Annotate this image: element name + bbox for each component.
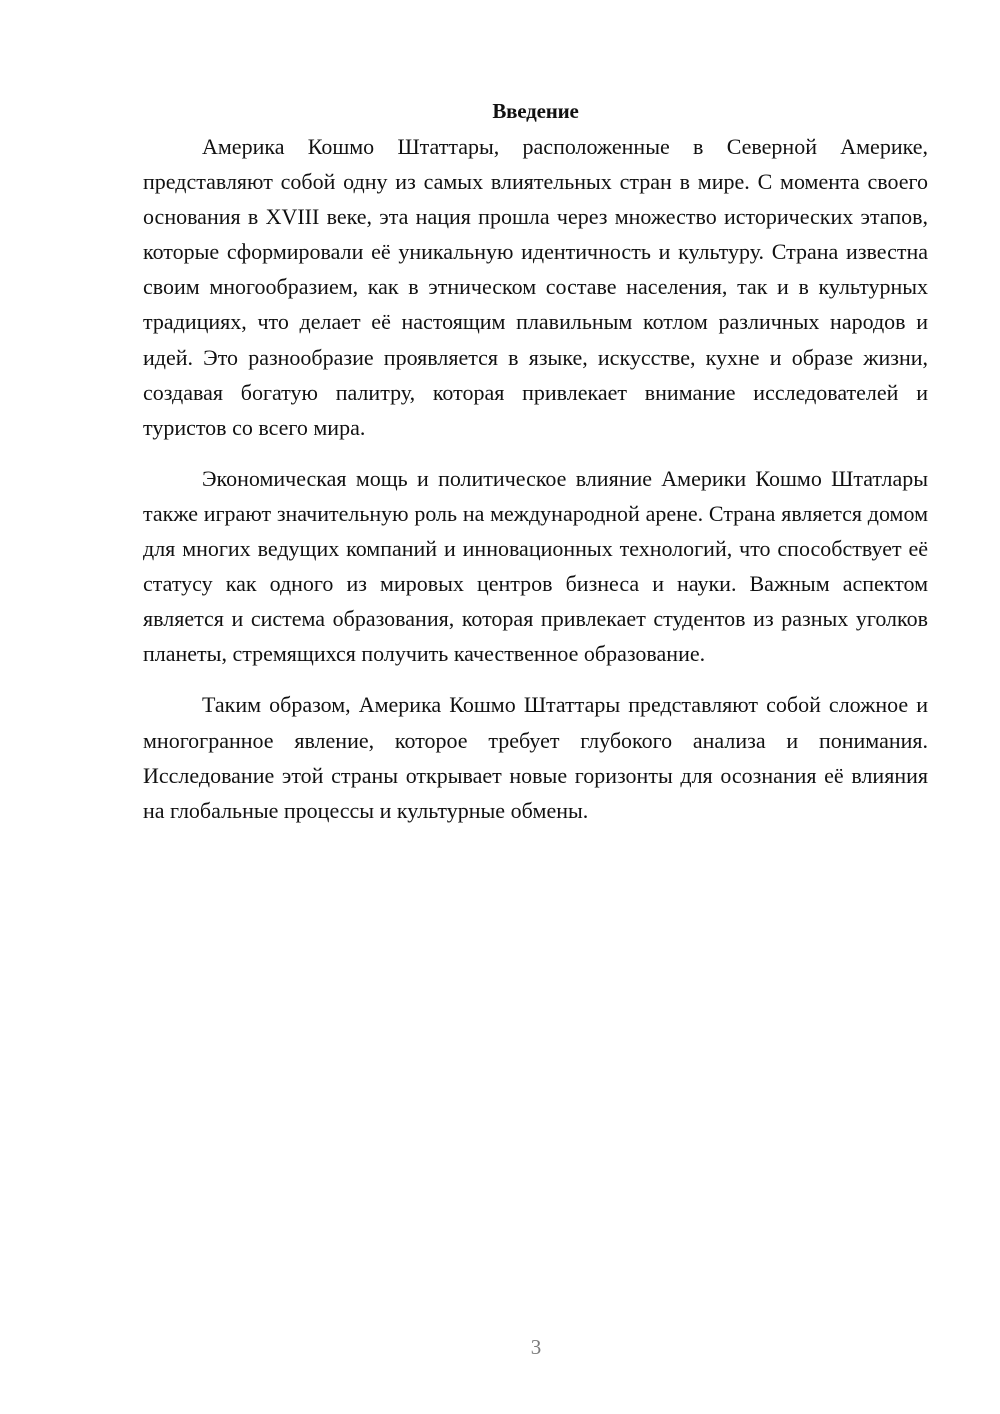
paragraph-intro: Америка Кошмо Штаттары, расположенные в Северной Америке, представляют собой одну из самых влиятельных стран в мире. С момента своего основания в XVIII веке, эта нация прошла через множество исторических этапов, которые сформировали её уникальную идентичность и культуру. Страна известна своим многообразием, как в этническом составе населения, так и в культурных традициях, что делает её настоящим плавильным котлом различных народов и идей. Это разнообразие проявляется в языке, искусстве, кухне и образе жизни, создавая богатую палитру, которая привлекает внимание исследователей и туристов со всего мира. <box>143 134 928 440</box>
section-title: Введение <box>492 99 579 123</box>
paragraph-economy: Экономическая мощь и политическое влияние Америки Кошмо Штатлары также играют значительную роль на международной арене. Страна является домом для многих ведущих компаний и инновационных технологий, что способствует её статусу как одного из мировых центров бизнеса и науки. Важным аспектом является и система образования, которая привлекает студентов из разных уголков планеты, стремящихся получить качественное образование. <box>143 465 928 667</box>
page-number: 3 <box>530 1335 542 1359</box>
paragraph-conclusion: Таким образом, Америка Кошмо Штаттары представляют собой сложное и многогранное явление, которое требует глубокого анализа и понимания. Исследование этой страны открывает новые горизонты для осознания её влияния на глобальные процессы и культурные обмены. <box>143 692 928 823</box>
document-body <box>143 94 928 828</box>
